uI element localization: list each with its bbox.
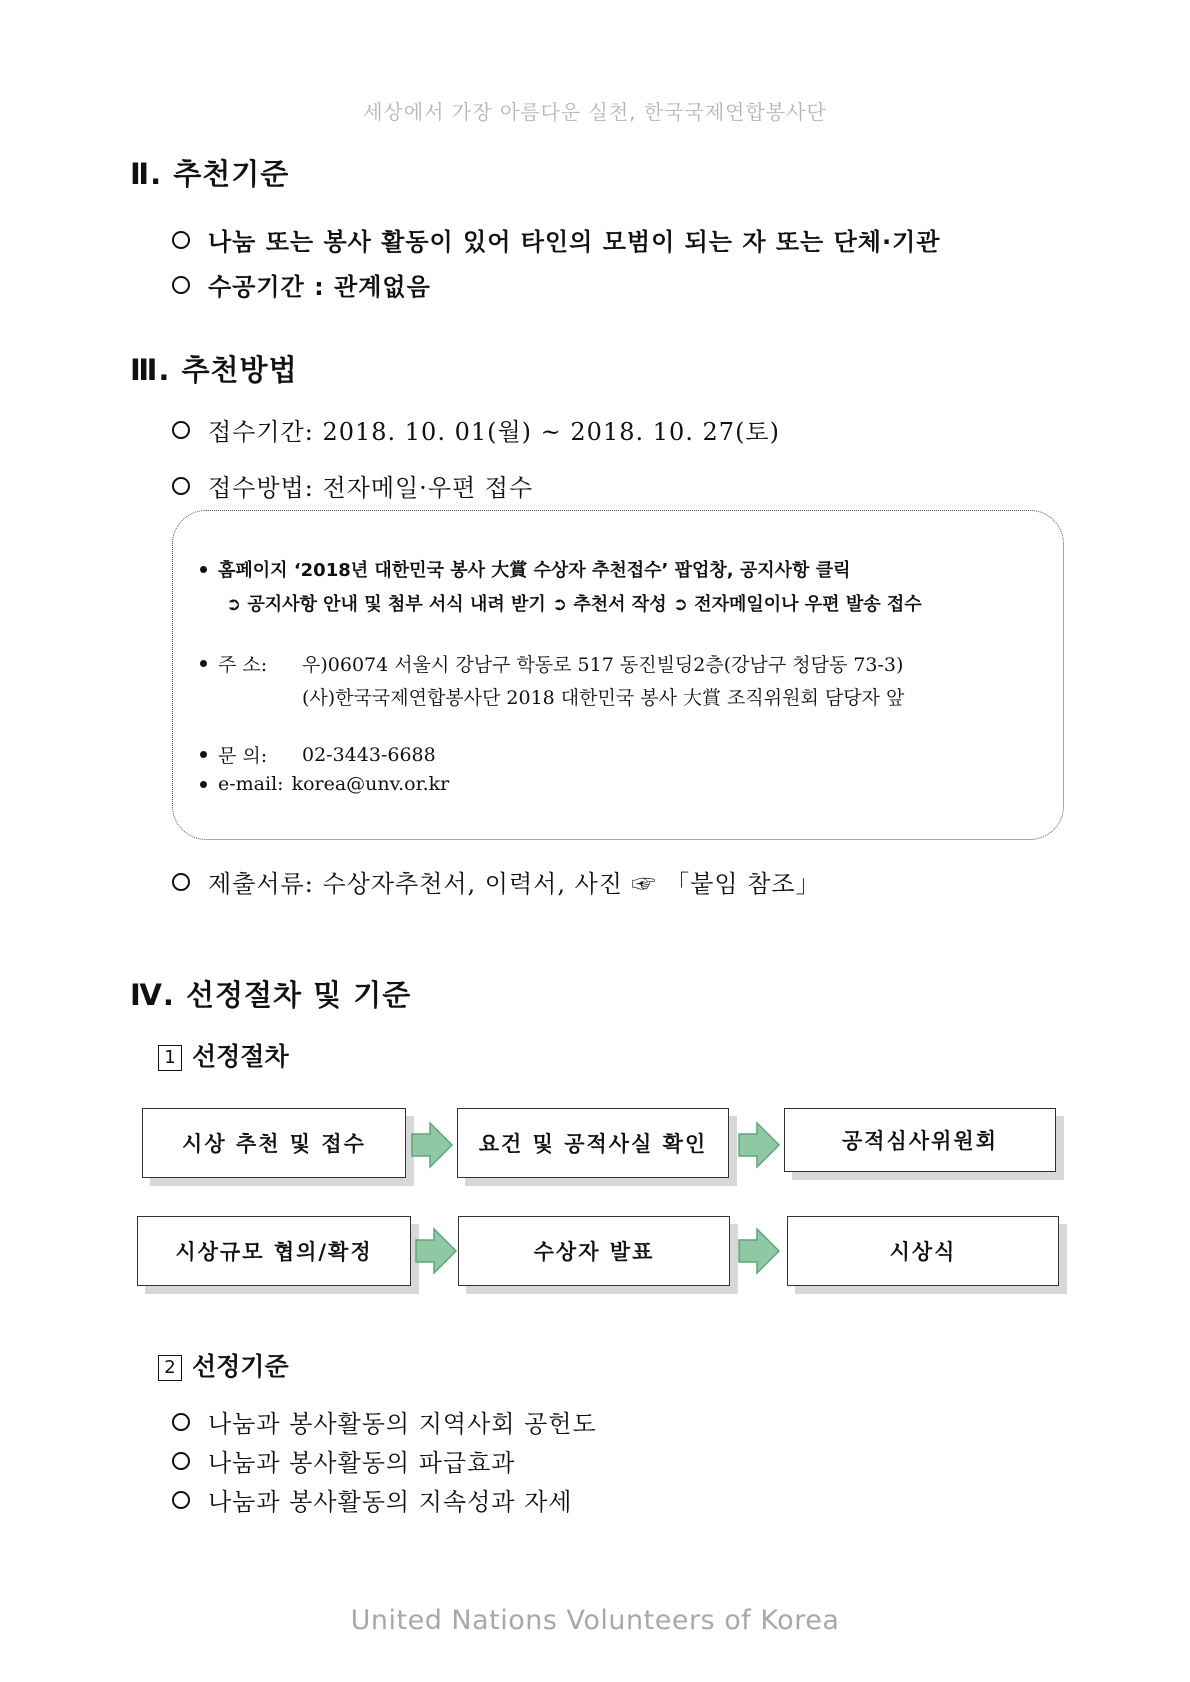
method-text: 접수방법: 전자메일·우편 접수 bbox=[208, 474, 534, 502]
documents-item bbox=[172, 864, 821, 899]
phone-number: 02-3443-6688 bbox=[302, 743, 436, 766]
procedure-subtitle bbox=[158, 1037, 289, 1073]
selection-criteria-text: 나눔과 봉사활동의 파급효과 bbox=[208, 1449, 516, 1477]
circle-bullet-icon bbox=[172, 1413, 190, 1431]
criteria-number: 2 bbox=[158, 1355, 182, 1381]
criteria-item-text: 수공기간 : 관계없음 bbox=[208, 273, 431, 301]
address-line-2: (사)한국국제연합봉사단 2018 대한민국 봉사 大賞 조직위원회 담당자 앞 bbox=[302, 687, 905, 709]
procedure-title: 선정절차 bbox=[192, 1042, 289, 1071]
bullet-dot-icon bbox=[200, 751, 207, 758]
criteria-item bbox=[172, 267, 431, 302]
documents-text: 제출서류: 수상자추천서, 이력서, 사진 ☞ 「붙임 참조」 bbox=[208, 870, 821, 898]
flow-step-scale-decision: 시상규모 협의/확정 bbox=[137, 1216, 411, 1286]
email-label: e-mail: bbox=[218, 773, 284, 795]
homepage-line-2: ➲ 공지사항 안내 및 첨부 서식 내려 받기 ➲ 추천서 작성 ➲ 전자메일이나 우편 발송 접수 bbox=[226, 594, 922, 615]
homepage-steps-line bbox=[226, 590, 922, 616]
address-line-2-row bbox=[302, 683, 904, 710]
flow-step-verification: 요건 및 공적사실 확인 bbox=[457, 1108, 729, 1178]
page-header: 세상에서 가장 아름다운 실천, 한국국제연합봉사단 bbox=[363, 100, 827, 124]
criteria-subtitle bbox=[158, 1347, 289, 1383]
period-text: 접수기간: 2018. 10. 01(월) ~ 2018. 10. 27(토) bbox=[208, 418, 780, 446]
bullet-dot-icon bbox=[200, 566, 207, 573]
circle-bullet-icon bbox=[172, 477, 190, 495]
circle-bullet-icon bbox=[172, 1452, 190, 1470]
selection-criteria-item bbox=[172, 1443, 515, 1478]
criteria-item-text: 나눔 또는 봉사 활동이 있어 타인의 모범이 되는 자 또는 단체·기관 bbox=[208, 228, 941, 256]
selection-criteria-text: 나눔과 봉사활동의 지역사회 공헌도 bbox=[208, 1410, 597, 1438]
section-4-title: Ⅳ. 선정절차 및 기준 bbox=[130, 978, 412, 1012]
address-line-1: 우)06074 서울시 강남구 학동로 517 동진빌딩2층(강남구 청담동 73-3) bbox=[302, 654, 904, 676]
flow-step-nomination: 시상 추천 및 접수 bbox=[142, 1108, 406, 1178]
selection-criteria-item bbox=[172, 1482, 572, 1517]
homepage-line bbox=[200, 556, 850, 582]
page-footer: United Nations Volunteers of Korea bbox=[350, 1605, 840, 1636]
period-item bbox=[172, 412, 780, 447]
bullet-dot-icon bbox=[200, 781, 207, 788]
circle-bullet-icon bbox=[172, 276, 190, 294]
phone-label: 문 의: bbox=[218, 745, 268, 767]
selection-criteria-item bbox=[172, 1404, 597, 1439]
selection-criteria-text: 나눔과 봉사활동의 지속성과 자세 bbox=[208, 1488, 573, 1516]
email-line bbox=[200, 773, 449, 795]
circle-bullet-icon bbox=[172, 421, 190, 439]
method-item bbox=[172, 468, 533, 503]
flow-step-review-committee: 공적심사위원회 bbox=[784, 1108, 1056, 1172]
section-3-title: Ⅲ. 추천방법 bbox=[130, 353, 298, 387]
circle-bullet-icon bbox=[172, 231, 190, 249]
arrow-right-icon bbox=[737, 1225, 781, 1277]
section-2-title: Ⅱ. 추천기준 bbox=[130, 157, 290, 191]
bullet-dot-icon bbox=[200, 660, 207, 667]
address-label: 주 소: bbox=[218, 654, 268, 676]
address-line bbox=[200, 650, 903, 677]
criteria-item bbox=[172, 222, 940, 257]
homepage-line-1: 홈페이지 ‘2018년 대한민국 봉사 大賞 수상자 추천접수’ 팝업창, 공지사항 클릭 bbox=[218, 560, 851, 581]
phone-line bbox=[200, 741, 436, 768]
flow-step-announcement: 수상자 발표 bbox=[458, 1216, 730, 1286]
email-address[interactable]: korea@unv.or.kr bbox=[291, 773, 450, 795]
flow-step-ceremony: 시상식 bbox=[787, 1216, 1059, 1286]
criteria-title: 선정기준 bbox=[192, 1352, 289, 1381]
arrow-right-icon bbox=[410, 1119, 454, 1171]
arrow-right-icon bbox=[737, 1119, 781, 1171]
circle-bullet-icon bbox=[172, 873, 190, 891]
circle-bullet-icon bbox=[172, 1491, 190, 1509]
arrow-right-icon bbox=[414, 1225, 458, 1277]
procedure-number: 1 bbox=[158, 1045, 182, 1071]
